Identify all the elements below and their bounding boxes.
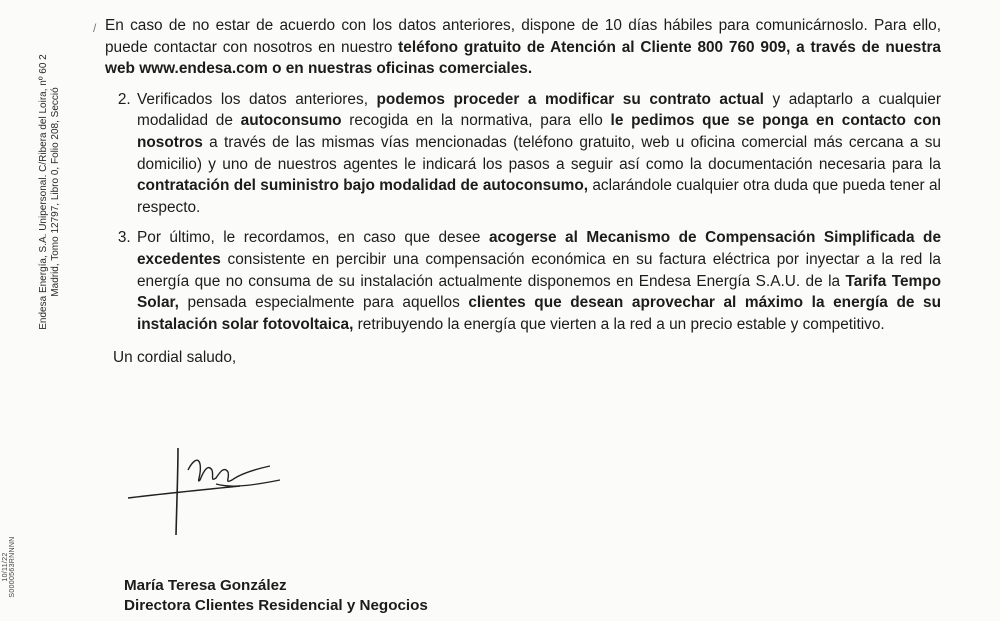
item3-bold-d: Tarifa Tempo Solar, (137, 272, 941, 312)
signer-name: María Teresa González (124, 577, 287, 594)
registry-line-1: Endesa Energía, S.A. Unipersonal. C/Ribera del Loira, nº 60 2 (38, 54, 49, 330)
p1-contact-bold: teléfono gratuito de Atención al Cliente 800 760 909, a través de nuestra web www.endesa.com o en nuestras oficinas comerciales. (105, 38, 941, 78)
item3-text-g: retribuyendo la energía que vierten a la red a un precio estable y competitivo. (353, 315, 885, 333)
p1-text: En caso de no estar de acuerdo con los datos anteriores, dispone de 10 días hábiles para comunicárnoslo. Para ello, puede contactar con nosotros en nuestro (105, 17, 941, 56)
item3-text-a: Por último, le recordamos, en caso que desee (137, 229, 489, 247)
list-item-2 (135, 89, 941, 219)
item3-text-c: consistente en percibir una compensación económica en su factura eléctrica por inyectar a la red la energía que no consuma de su instalación actualmente disponemos en Endesa Energía S.A.U. de la (137, 250, 941, 290)
signer-title: Directora Clientes Residencial y Negocios (124, 597, 428, 614)
item2-text-i: aclarándole cualquier otra duda que pueda tener al respecto. (137, 177, 941, 216)
closing-greeting: Un cordial saludo, (113, 349, 237, 367)
handwritten-signature (120, 440, 300, 540)
numbered-list (105, 89, 941, 336)
list-item-3 (135, 227, 941, 335)
letter-body (93, 15, 942, 369)
item3-bold-f: clientes que desean aprovechar al máximo la energía de su instalación solar fotovoltaica, (137, 294, 941, 333)
margin-tick-mark: / (93, 21, 97, 35)
item2-bold-h: contratación del suministro bajo modalidad de autoconsumo, (137, 177, 588, 195)
item2-bold-d: autoconsumo (240, 112, 342, 130)
registry-line-2: Madrid, Tomo 12797, Libro 0, Folio 208, Secció (50, 87, 61, 297)
item3-bold-b: acogerse al Mecanismo de Compensación Simplificada de excedentes (137, 229, 942, 268)
item2-bold-b: podemos proceder a modificar su contrato actual (376, 90, 764, 108)
item3-text-e: pensada especialmente para aquellos (178, 294, 469, 312)
signer-block (124, 576, 428, 616)
item2-text-e: recogida en la normativa, para ello (341, 112, 611, 130)
document-code: 10/11/22 S0000563RNNNN (2, 536, 16, 598)
item2-text-g: a través de las mismas vías mencionadas (teléfono gratuito, web u oficina comercial más cercana a su domicilio) y uno de nuestros agentes le indicará los pasos a seguir así como la documentación necesaria para la (137, 133, 941, 173)
company-registry-text (38, 0, 62, 392)
item2-text-a: Verificados los datos anteriores, (137, 90, 377, 108)
item2-bold-f: le pedimos que se ponga en contacto con nosotros (137, 112, 942, 151)
paragraph-disagreement (93, 15, 941, 80)
item2-text-c: y adaptarlo a cualquier modalidad de (137, 90, 941, 130)
